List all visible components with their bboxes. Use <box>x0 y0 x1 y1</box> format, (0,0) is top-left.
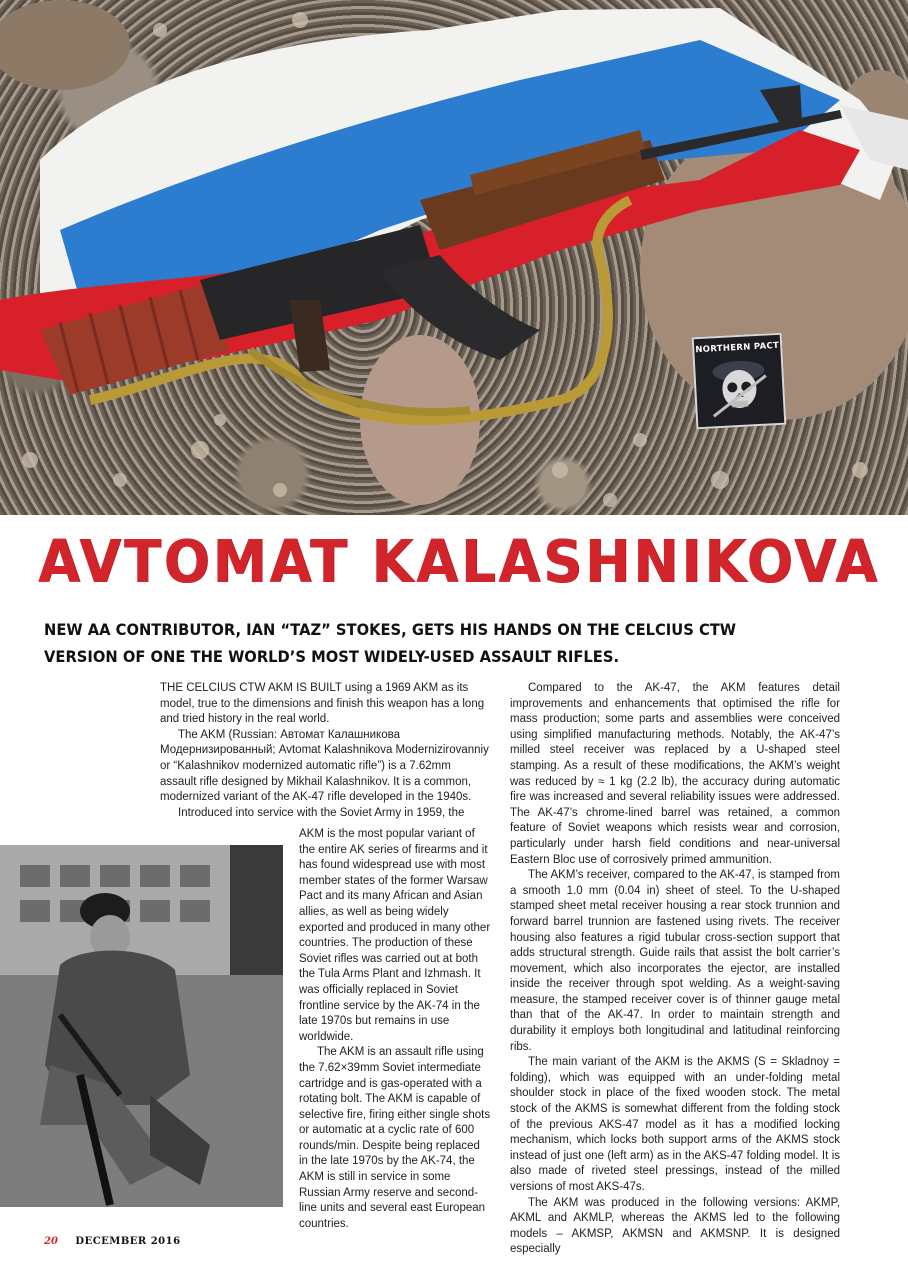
patch-label: NORTHERN PACT <box>695 340 780 356</box>
article-standfirst: NEW AA CONTRIBUTOR, IAN “TAZ” STOKES, GETS HIS HANDS ON THE CELCIUS CTW VERSION OF ONE THE WORLD’S MOST WIDELY-USED ASSAULT RIFLES. <box>44 620 737 666</box>
issue-date: DECEMBER 2016 <box>75 1236 181 1247</box>
hero-photo <box>0 0 908 515</box>
paragraph: Compared to the AK-47, the AKM features detail improvements and enhancements that optimised the rifle for mass production; some parts and assemblies were conceived using simplified manufacturing methods. Notably, the AK-47’s milled steel receiver was replaced by a U-shaped steel stamping. As a result of these modifications, the AKM’s weight was reduced by ≈ 1 kg (2.2 lb), the accuracy during automatic fire was increased and several reliability issues were addressed. The AK-47’s chrome-lined barrel was retained, a common feature of Soviet weapons which resists wear and corrosion, particularly under harsh field conditions and near-universal Eastern Bloc use of corrosively primed ammunition. <box>510 682 840 866</box>
rifle-on-flag-illustration <box>0 0 908 515</box>
paragraph: The AKM was produced in the following versions: AKMP, AKML and AKMLP, whereas the AKMS led to the following models – AKMSP, AKMSN and AKMSNP. It is designed especially <box>510 1196 840 1256</box>
paragraph: Introduced into service with the Soviet Army in 1959, the <box>178 806 465 819</box>
paragraph: AKM is the most popular variant of the entire AK series of firearms and it has found widespread use with most member states of the former Warsaw Pact and its many African and Asian allies, as well as being widely exported and produced in many other countries. The production of these Soviet rifles was carried out at both the Tula Arms Plant and Izhmash. It was officially replaced in Soviet frontline service by the AK-74 in the late 1970s but remains in use worldwide. <box>299 828 491 1043</box>
paragraph: THE CELCIUS CTW AKM IS BUILT using a 1969 AKM as its model, true to the dimensions and finish this weapon has a long and tried history in the real world. <box>160 682 485 726</box>
column-2 <box>510 681 840 1258</box>
soldier-with-rifle-illustration <box>0 845 283 1207</box>
soldier-photo <box>0 845 283 1207</box>
paragraph: The main variant of the AKM is the AKMS (S = Skladnoy = folding), which was equipped with an under-folding metal shoulder stock in place of the fixed wooden stock. The metal stock of the AKMS is somewhat different from the folding stock of the previous AKS-47 model as it has a modified locking mechanism, which locks both support arms of the AKMS stock instead of just one (left arm) as in the AKS-47 folding model. It is also made of riveted steel pressings, instead of the milled versions of most AKS-47s. <box>510 1056 840 1193</box>
northern-pact-patch <box>692 333 787 430</box>
skull-emblem-icon <box>703 353 776 423</box>
paragraph: The AKM (Russian: Автомат Калашникова Модернизированный; Avtomat Kalashnikova Modernizirovanniy or “Kalashnikov modernized automatic rifle”) is a 7.62mm assault rifle designed by Mikhail Kalashnikov. It is a common, modernized variant of the AK-47 rifle developed in the 1940s. <box>160 728 489 804</box>
paragraph: The AKM’s receiver, compared to the AK-47, is stamped from a smooth 1.0 mm (0.04 in) sheet of steel. To the U-shaped stamped sheet metal receiver housing a rear stock trunnion and forward barrel trunnion are fastened using rivets. The receiver housing also features a rigid tubular cross-section support that adds structural strength. Guide rails that assist the bolt carrier’s movement, which also incorporates the ejector, are installed inside the receiver through spot welding. As a weight-saving measure, the stamped receiver cover is of thinner gauge metal than that of the AK-47. In order to maintain strength and durability it employs both longitudinal and latitudinal reinforcing ribs. <box>510 869 840 1053</box>
column-1-narrow <box>299 827 492 1232</box>
paragraph: The AKM is an assault rifle using the 7.62×39mm Soviet intermediate cartridge and is gas-operated with a rotating bolt. The AKM is capable of selective fire, firing either single shots or automatic at a cyclic rate of 600 rounds/min. Despite being replaced in the late 1970s by the AK-74, the AKM is still in service in some Russian Army reserve and second-line units and several east European countries. <box>299 1046 491 1230</box>
page-footer <box>44 1236 181 1247</box>
column-1-top <box>160 681 490 821</box>
article-headline: AVTOMAT KALASHNIKOVA <box>38 527 880 596</box>
page-number: 20 <box>44 1236 58 1247</box>
